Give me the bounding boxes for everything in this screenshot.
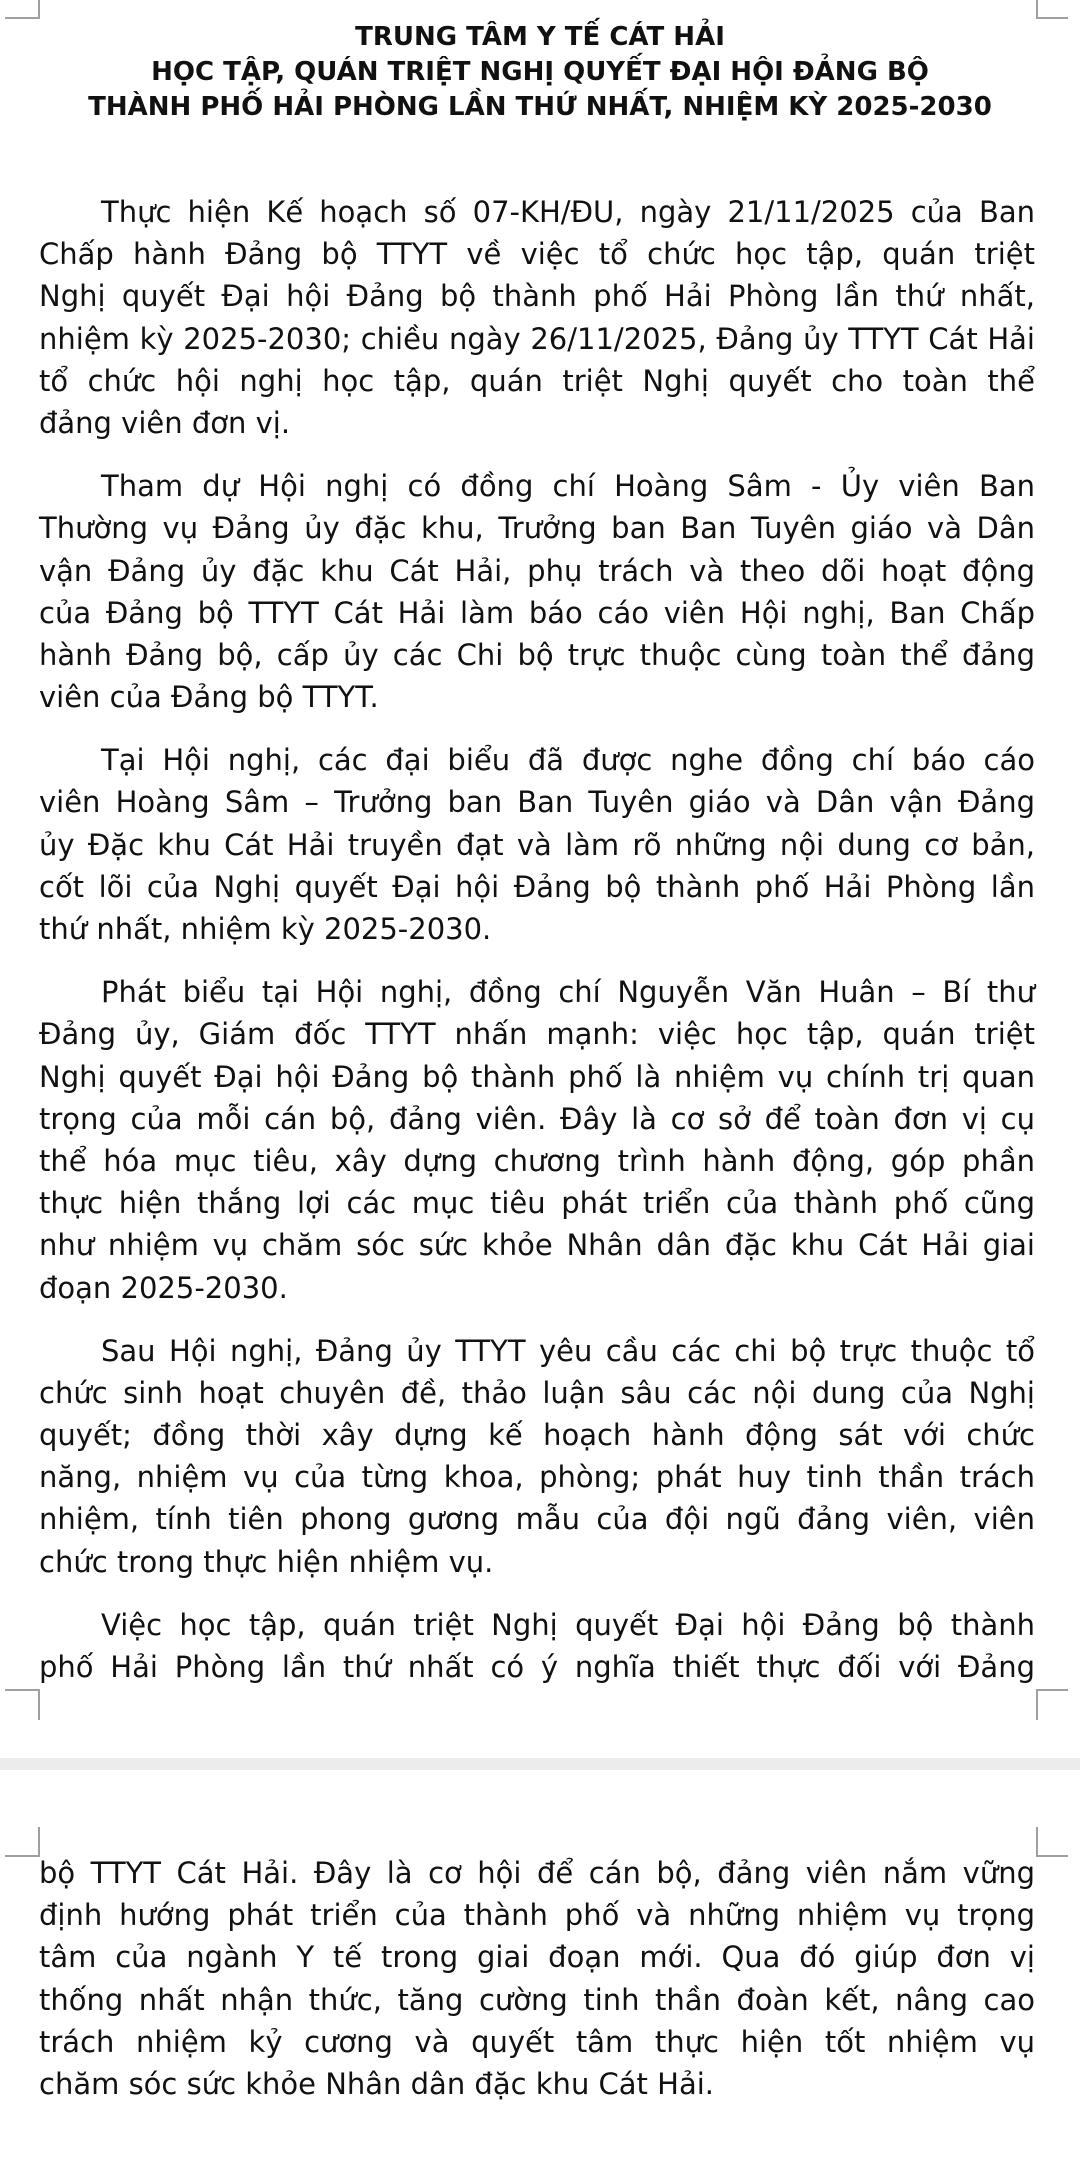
document-body-continued — [39, 1852, 1035, 2105]
paragraph-line: tâm của ngành Y tế trong giai đoạn mới. Qua đó giúp đơn vị — [39, 1940, 1035, 1975]
margin-corner-mark — [1036, 0, 1068, 19]
paragraph-line: ủy Đặc khu Cát Hải truyền đạt và làm rõ những nội dung cơ bản, — [39, 827, 1035, 862]
paragraph — [39, 971, 1035, 1309]
document-body — [39, 191, 1035, 1709]
paragraph-line: Việc học tập, quán triệt Nghị quyết Đại hội Đảng bộ thành — [101, 1607, 1035, 1642]
paragraph-line: chức sinh hoạt chuyên đề, thảo luận sâu các nội dung của Nghị — [39, 1375, 1035, 1410]
paragraph-line: thống nhất nhận thức, tăng cường tinh thần đoàn kết, nâng cao — [39, 1982, 1035, 2017]
paragraph-line: Thường vụ Đảng ủy đặc khu, Trưởng ban Ban Tuyên giáo và Dân — [39, 511, 1035, 546]
paragraph — [39, 465, 1035, 718]
paragraph-line: viên Hoàng Sâm – Trưởng ban Ban Tuyên giáo và Dân vận Đảng — [39, 785, 1035, 820]
paragraph-line: thể hóa mục tiêu, xây dựng chương trình hành động, góp phần — [39, 1143, 1035, 1178]
paragraph-line: như nhiệm vụ chăm sóc sức khỏe Nhân dân đặc khu Cát Hải giai — [39, 1228, 1035, 1263]
title-line-subheading: THÀNH PHỐ HẢI PHÒNG LẦN THỨ NHẤT, NHIỆM KỲ 2025-2030 — [88, 92, 992, 122]
paragraph-line: hành Đảng bộ, cấp ủy các Chi bộ trực thuộc cùng toàn thể đảng — [39, 637, 1035, 672]
paragraph — [39, 1604, 1035, 1688]
paragraph-line: Nghị quyết Đại hội Đảng bộ thành phố là nhiệm vụ chính trị quan — [39, 1059, 1035, 1094]
margin-corner-mark — [5, 0, 40, 19]
paragraph — [39, 191, 1035, 444]
paragraph-line: đảng viên đơn vị. — [39, 405, 291, 440]
paragraph-line: trách nhiệm kỷ cương và quyết tâm thực hiện tốt nhiệm vụ — [39, 2024, 1035, 2059]
paragraph-line: chăm sóc sức khỏe Nhân dân đặc khu Cát Hải. — [39, 2066, 715, 2101]
margin-corner-mark — [5, 1689, 40, 1720]
paragraph-line: Tham dự Hội nghị có đồng chí Hoàng Sâm - Ủy viên Ban — [101, 469, 1035, 504]
paragraph — [39, 1330, 1035, 1583]
paragraph-line: thứ nhất, nhiệm kỳ 2025-2030. — [39, 912, 492, 946]
paragraph-line: Nghị quyết Đại hội Đảng bộ thành phố Hải Phòng lần thứ nhất, — [39, 279, 1035, 314]
document-page-2 — [0, 1770, 1080, 2175]
paragraph-line: chức trong thực hiện nhiệm vụ. — [39, 1544, 494, 1579]
margin-corner-mark — [5, 1827, 40, 1857]
paragraph-line: Chấp hành Đảng bộ TTYT về việc tổ chức học tập, quán triệt — [39, 237, 1035, 272]
paragraph-line: Thực hiện Kế hoạch số 07-KH/ĐU, ngày 21/11/2025 của Ban — [101, 195, 1035, 229]
paragraph-line: Sau Hội nghị, Đảng ủy TTYT yêu cầu các chi bộ trực thuộc tổ — [101, 1333, 1035, 1368]
title-line-heading: HỌC TẬP, QUÁN TRIỆT NGHỊ QUYẾT ĐẠI HỘI ĐẢNG BỘ — [151, 57, 929, 87]
paragraph — [39, 739, 1035, 950]
paragraph-line: trọng của mỗi cán bộ, đảng viên. Đây là cơ sở để toàn đơn vị cụ — [39, 1101, 1035, 1136]
margin-corner-mark — [1036, 1689, 1068, 1720]
paragraph-line: tổ chức hội nghị học tập, quán triệt Nghị quyết cho toàn thể — [39, 363, 1035, 398]
paragraph-line: viên của Đảng bộ TTYT. — [39, 680, 379, 715]
page-break-separator — [0, 1758, 1080, 1770]
paragraph-line: vận Đảng ủy đặc khu Cát Hải, phụ trách và theo dõi hoạt động — [39, 553, 1035, 588]
paragraph-line: nhiệm, tính tiên phong gương mẫu của đội ngũ đảng viên, viên — [39, 1502, 1035, 1537]
paragraph-line: bộ TTYT Cát Hải. Đây là cơ hội để cán bộ, đảng viên nắm vững — [39, 1856, 1035, 1890]
paragraph-line: định hướng phát triển của thành phố và những nhiệm vụ trọng — [39, 1898, 1035, 1933]
paragraph-line: quyết; đồng thời xây dựng kế hoạch hành động sát với chức — [39, 1418, 1035, 1453]
paragraph-line: nhiệm kỳ 2025-2030; chiều ngày 26/11/2025, Đảng ủy TTYT Cát Hải — [39, 321, 1035, 356]
paragraph-line: cốt lõi của Nghị quyết Đại hội Đảng bộ thành phố Hải Phòng lần — [39, 869, 1035, 904]
paragraph-line: Phát biểu tại Hội nghị, đồng chí Nguyễn Văn Huân – Bí thư — [101, 975, 1035, 1010]
paragraph-line: Tại Hội nghị, các đại biểu đã được nghe đồng chí báo cáo — [101, 743, 1035, 778]
document-title — [0, 20, 1080, 125]
title-line-organization: TRUNG TÂM Y TẾ CÁT HẢI — [355, 22, 725, 52]
margin-corner-mark — [1036, 1827, 1068, 1857]
paragraph-line: Đảng ủy, Giám đốc TTYT nhấn mạnh: việc học tập, quán triệt — [39, 1017, 1035, 1052]
paragraph-line: thực hiện thắng lợi các mục tiêu phát triển của thành phố cũng — [39, 1186, 1035, 1221]
paragraph-line: đoạn 2025-2030. — [39, 1270, 288, 1305]
paragraph-line: của Đảng bộ TTYT Cát Hải làm báo cáo viên Hội nghị, Ban Chấp — [39, 595, 1035, 630]
paragraph-line: năng, nhiệm vụ của từng khoa, phòng; phát huy tinh thần trách — [39, 1460, 1035, 1495]
paragraph-line: phố Hải Phòng lần thứ nhất có ý nghĩa thiết thực đối với Đảng — [39, 1650, 1035, 1684]
